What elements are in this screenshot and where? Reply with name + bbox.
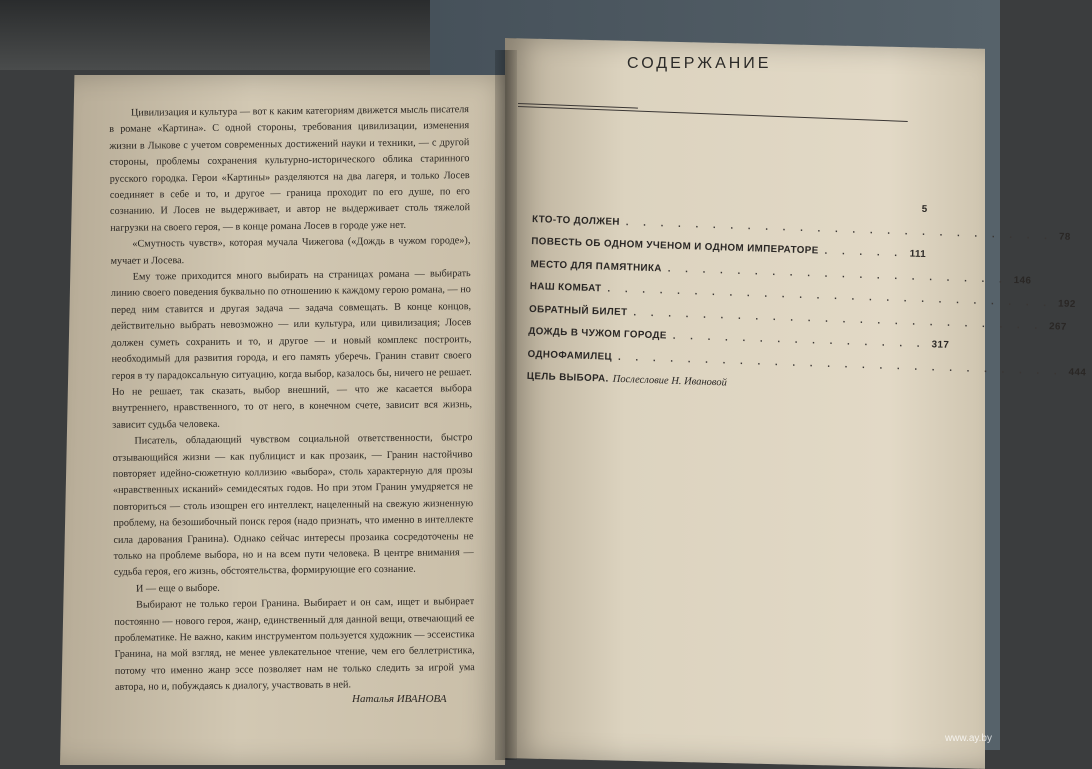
toc-item-page: 192 [1057,298,1076,311]
toc-item-page: 267 [1048,320,1067,333]
toc-item-label: ОДНОФАМИЛЕЦ [527,348,613,363]
toc-item-label: ЦЕЛЬ ВЫБОРА. [526,370,609,385]
toc-item-label: НАШ КОМБАТ [529,280,602,295]
toc-leader [539,199,894,211]
paragraph: И — еще о выборе. [135,582,220,595]
toc-item-label: ОБРАТНЫЙ БИЛЕТ [528,303,628,318]
toc-leader [733,386,888,391]
paragraph: Писатель, обладающий чувством социальной ответственности, быстро отзывающийся жизни — как публицист и как прозаик, — Гранин настойчиво повторяет идейно-сюжетную коллизию «выбора», столь характерную для прозы «нравственных исканий» семидесятых годов. Но при этом Гранин умудряется не повториться — столь изощрен его интеллект, нацеленный на свежую жизненную проблему, на безошибочный поиск героя (надо признать, что именно в интеллекте сила дарования Гранина). Однако сейчас интересы прозаика сосредоточены не только на проблеме выбора, но и на всем пути человека. В центре внимания — судьба героя, его жизнь, обстоятельства, формирующие его сознание. [112,432,474,579]
toc-leader: . . . . . [824,245,904,260]
toc-item-page: 444 [1068,366,1087,378]
toc-item-page: 78 [1058,230,1071,243]
toc-leader: . . . . . . . . . . . . . . . . . . . . . . . . [633,306,1044,332]
watermark: www.ay.by [944,733,992,744]
toc-item-page [894,391,922,392]
left-page-text [109,102,475,696]
toc-item-label: КТО-ТО ДОЛЖЕН [531,213,621,228]
toc-leader: . . . . . . . . . . . . . . . . . . . . . . . . . [625,216,1054,242]
toc-leader: . . . . . . . . . . . . . . . . . . . . . . . . . . [607,283,1053,310]
toc-item-label: МЕСТО ДЛЯ ПАМЯТНИКА [530,258,663,274]
toc-item-page: 5 [921,203,928,216]
toc-item-page: 146 [1013,274,1032,287]
toc-leader: . . . . . . . . . . . . . . . . . . . . [667,263,1008,286]
toc-item-subtitle: Послесловие Н. Ивановой [612,373,727,389]
author-signature: Наталья ИВАНОВА [352,693,447,705]
book-gutter [495,50,517,760]
toc-title: СОДЕРЖАНИЕ [627,55,772,72]
paragraph: Выбирают не только герои Гранина. Выбирает и он сам, ищет и выбирает постоянно — нового героя, жанр, единственный для данной вещи, отвечающий ее проблематике. Не важно, каким инструментом пользуется художник — эссеистика Гранина, на мой взгляд, не менее увлекательное чтение, чем его беллетристика, потому что именно жанр эссе позволяет нам не только следить за игрой ума автора, но и, побуждаясь к диалогу, участвовать в ней. [114,596,475,694]
toc-item-label: ДОЖДЬ В ЧУЖОМ ГОРОДЕ [528,325,667,342]
table-of-contents [526,191,1087,406]
toc-leader: . . . . . . . . . . . . . . . [672,330,926,351]
toc-leader: . . . . . . . . . . . . . . . . . . . . . . . . . . [617,351,1063,378]
toc-item-page: 111 [909,248,927,261]
toc-item-page: 317 [931,339,950,351]
paragraph: Цивилизация и культура — вот к каким категориям движется мысль писателя в романе «Картина». С одной стороны, требования цивилизации, изменения жизни в Лыкове с учетом современных достижений науки и техники, — с другой стороны, проблемы сохранения культурно-исторического облика старинного русского городка. Герои «Картины» разделяются на два лагеря, и только Лосев соединяет в себе и то, и другое — граница проходит по его душе, по его сознанию. И Лосев не выдерживает, и автор не выдерживает столь тяжелой нагрузки на своего героя, — в конце романа Лосев в городе уже нет. [109,104,471,234]
paragraph: «Смутность чувств», которая мучала Чижегова («Дождь в чужом городе»), мучает и Лосева. [110,235,471,267]
paragraph: Ему тоже приходится много выбирать на страницах романа — выбирать линию своего поведения буквально по отношению к каждому герою романа, — но перед ним ставится и другая задача — задача совмещать. В конце концов, действительно выбрать невозможно — или культура, или цивилизация; Лосев должен суметь сохранить и то, и другое — и новый комплекс построить, необходимый для развития города, и его память уберечь. Гранин ставит своего героя в ту парадоксальную ситуацию, когда выбор, казалось бы, ничего не решает. Но не решает, так сказать, выбор внешний, — что же касается выбора внутреннего, нравственного, то от него, в конечном счете, зависит вся жизнь, зависит судьба человека. [110,268,473,431]
toc-item-label: ПОВЕСТЬ ОБ ОДНОМ УЧЕНОМ И ОДНОМ ИМПЕРАТОРЕ [531,235,819,257]
